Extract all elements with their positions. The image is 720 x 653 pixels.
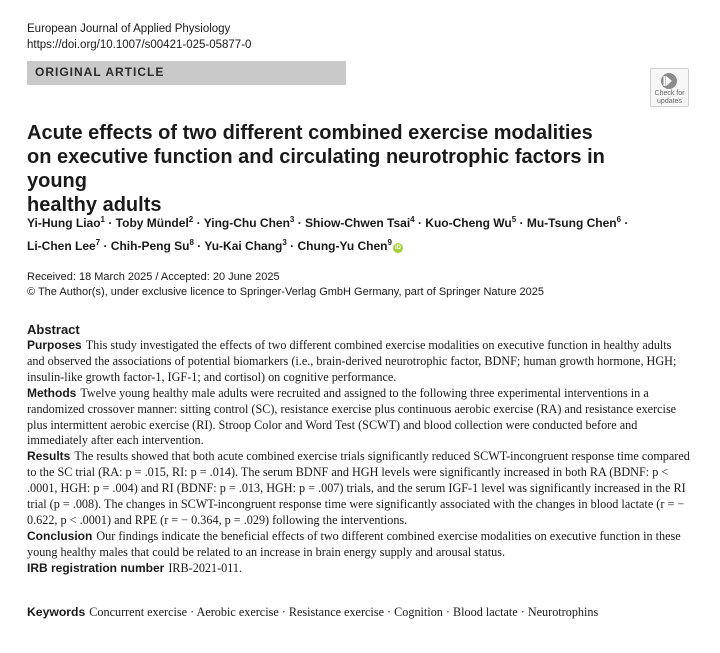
section-text: The results showed that both acute combined exercise trials significantly reduced SCWT-incongruent response time compared to the SC trial (RA: p = .015, RI: p = .014). The serum BDNF and HGH levels were significantly increased in both RA (BDNF: p < .0001, HGH: p = .004) and RI (BDNF: p = .013, HGH: p = .007) trials, and the serum IGF-1 level was significantly increased in the RI trial (p = .008). The changes in SCWT-incongruent response time were significantly associated with the changes in blood lactate (r = − 0.622, p < .0001) and RPE (r = − 0.364, p = .029) following the interventions. bbox=[27, 449, 690, 527]
author[interactable]: Li-Chen Lee$^7$ bbox=[27, 238, 101, 253]
check-for-updates-icon bbox=[660, 72, 678, 90]
keywords bbox=[27, 604, 598, 620]
check-for-updates-text: Check for updates bbox=[654, 90, 685, 105]
keywords-text: Concurrent exercise · Aerobic exercise · Resistance exercise · Cognition · Blood lactate · Neurotrophins bbox=[89, 605, 599, 619]
abstract-purposes bbox=[27, 338, 691, 386]
section-label: Conclusion bbox=[27, 528, 93, 543]
author-list: Yi-Hung Liao$^1$ · Toby Mündel$^2$ · Ying-Chu Chen$^3$ · Shiow-Chwen Tsai$^4$ · Kuo-Cheng $Wu^5$ · Mu-Tsung Chen$^6$ · Li-Chen Lee$^7$ · Chih-Peng $Su^8 \cdot Yu-Kai$ Chang$^3$ · Chung-Yu Chen$^9$iD bbox=[27, 215, 629, 253]
author[interactable]: Ying-Chu Chen$^3$ bbox=[203, 215, 295, 230]
copyright-notice: © The Author(s), under exclusive licence to Springer-Verlag GmbH Germany, part of Springer Nature 2025 bbox=[27, 286, 544, 298]
author[interactable]: Kuo-Cheng Wu$^5$ bbox=[425, 215, 517, 230]
publication-dates bbox=[27, 270, 544, 300]
abstract-methods bbox=[27, 386, 691, 450]
journal-name: European Journal of Applied Physiology bbox=[27, 23, 231, 35]
abstract-irb bbox=[27, 561, 691, 577]
article-type-label: ORIGINAL ARTICLE bbox=[35, 65, 165, 79]
section-label: Results bbox=[27, 449, 71, 464]
section-text: This study investigated the effects of two different combined exercise modalities on executive function in healthy adults and observed the associations of potential biomarkers (i.e., brain-derived neurotrophic factor, BDNF; human growth hormone, HGH; insulin-like growth factor-1, IGF-1; and cortisol) on cognitive performance. bbox=[27, 338, 677, 384]
author[interactable]: Mu-Tsung Chen$^6$ bbox=[526, 215, 622, 230]
section-text: Our findings indicate the beneficial effects of two different combined exercise modalities on executive function in these young healthy males that could be related to an increase in brain energy supply and arousal status. bbox=[27, 528, 681, 559]
title-line: Acute effects of two different combined exercise modalities bbox=[27, 122, 593, 144]
title-line: healthy adults bbox=[27, 194, 162, 216]
abstract-heading: Abstract bbox=[27, 322, 80, 337]
received-accepted-dates: Received: 18 March 2025 / Accepted: 20 June 2025 bbox=[27, 271, 280, 283]
doi-link[interactable]: https://doi.org/10.1007/s00421-025-05877-0 bbox=[27, 39, 252, 51]
keywords-label: Keywords bbox=[27, 605, 86, 619]
journal-header bbox=[27, 21, 251, 53]
author[interactable]: Chung-Yu Chen$^9$ bbox=[297, 238, 392, 253]
author[interactable]: Chih-Peng Su$^8$ bbox=[110, 238, 194, 253]
section-label: Methods bbox=[27, 385, 77, 400]
author[interactable]: Toby Mündel$^2$ bbox=[115, 215, 194, 230]
section-label: IRB registration number bbox=[27, 560, 165, 575]
author[interactable]: Shiow-Chwen Tsai$^4$ bbox=[305, 215, 415, 230]
abstract-conclusion bbox=[27, 529, 691, 561]
title-line: on executive function and circulating neurotrophic factors in young bbox=[27, 146, 605, 192]
check-for-updates-badge[interactable] bbox=[650, 68, 689, 107]
section-label: Purposes bbox=[27, 338, 82, 352]
section-text: Twelve young healthy male adults were recruited and assigned to the following three experimental interventions in a randomized crossover manner: sitting control (SC), resistance exercise plus continuous aerobic exercise (RA) and resistance exercise plus intermittent aerobic exercise (RI). Stroop Color and Word Test (SCWT) and blood collection were conducted before and immediately after each intervention. bbox=[27, 385, 677, 448]
orcid-icon[interactable]: iD bbox=[394, 245, 401, 251]
section-text: IRB-2021-011. bbox=[168, 560, 243, 575]
article-type-bar bbox=[27, 61, 346, 85]
article-title bbox=[27, 121, 647, 217]
author[interactable]: Yu-Kai Chang$^3$ bbox=[204, 238, 287, 253]
author[interactable]: Yi-Hung Liao$^1$ bbox=[27, 215, 105, 230]
abstract bbox=[27, 321, 691, 577]
abstract-results bbox=[27, 449, 691, 529]
